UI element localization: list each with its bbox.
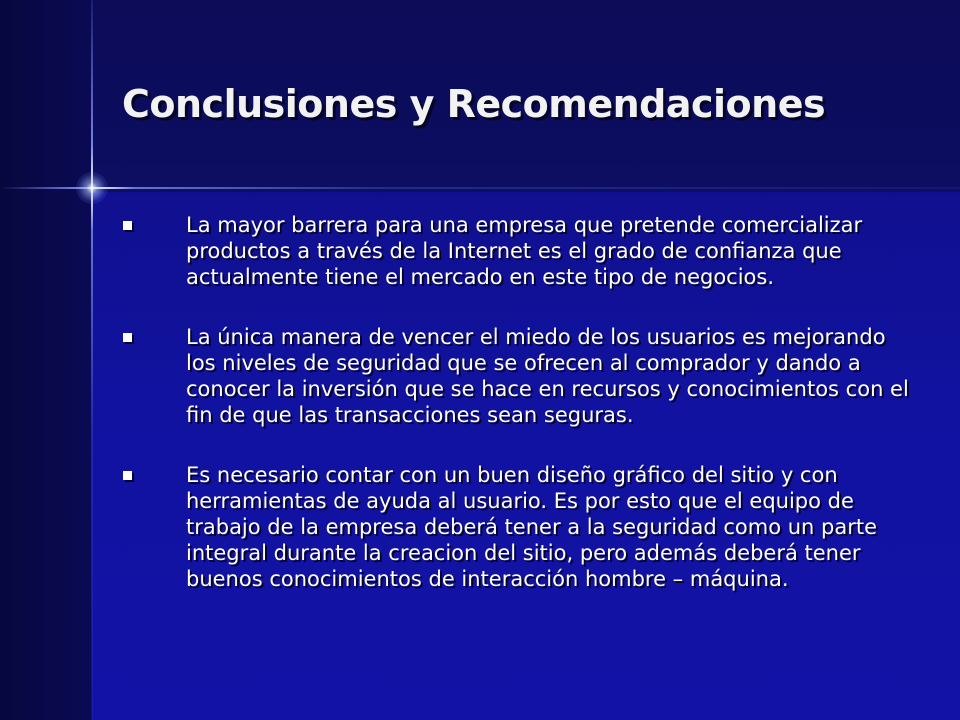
slide-title: Conclusiones y Recomendaciones — [122, 82, 826, 126]
bullet-text: La mayor barrera para una empresa que pretende comercializar productos a través de la Internet es el grado de confianza que actualmente tiene el mercado en este tipo de negocios. — [186, 213, 863, 289]
bullet-text: La única manera de vencer el miedo de los usuarios es mejorando los niveles de seguridad que se ofrecen al comprador y dando a conocer la inversión que se hace en recursos y conocimientos con el fin de que las transacciones sean seguras. — [186, 325, 909, 427]
light-flare-star-icon — [76, 172, 108, 204]
square-bullet-icon — [123, 221, 132, 230]
bullet-list — [120, 212, 910, 626]
bullet-item — [120, 212, 910, 290]
square-bullet-icon — [123, 333, 132, 342]
light-flare-horizontal — [0, 187, 960, 189]
square-bullet-icon — [123, 471, 132, 480]
light-flare-vertical — [91, 0, 93, 720]
bullet-text: Es necesario contar con un buen diseño gráfico del sitio y con herramientas de ayuda al usuario. Es por esto que el equipo de trabajo de la empresa deberá tener a la seguridad como un parte integral durante la creacion del sitio, pero además deberá tener buenos conocimientos de interacción hombre – máquina. — [186, 463, 878, 591]
left-band — [0, 0, 92, 720]
bullet-item — [120, 462, 910, 592]
bullet-item — [120, 324, 910, 428]
